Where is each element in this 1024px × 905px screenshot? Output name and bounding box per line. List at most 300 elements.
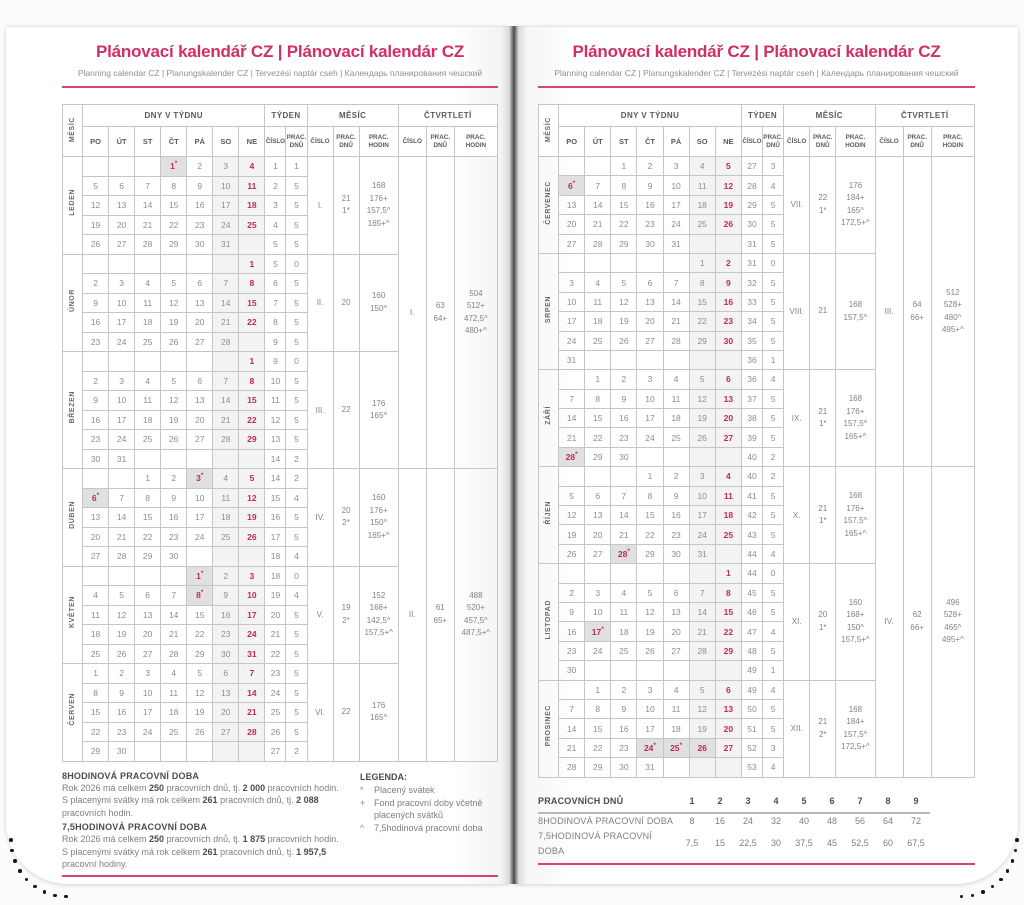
day-cell: 4 (83, 586, 109, 606)
week-workdays-cell: 5 (286, 196, 307, 216)
day-cell: 27 (715, 738, 741, 757)
day-cell: 16 (611, 409, 637, 428)
day-cell: 23 (663, 525, 689, 544)
summary-line: 20 (341, 297, 351, 307)
workdays-value: 56 (854, 815, 865, 826)
week-workdays-cell: 5 (763, 506, 784, 525)
week-number-cell: 33 (741, 292, 762, 311)
dot (33, 885, 37, 889)
day-cell: 23 (715, 312, 741, 331)
day-cell: 7 (585, 176, 611, 195)
calendar-table (62, 104, 498, 762)
day-cell: 24 (637, 428, 663, 447)
summary-line: 184+ (846, 193, 865, 203)
day-cell: 13 (135, 605, 161, 625)
week-number-cell: 53 (741, 758, 762, 777)
week-number-cell: 6 (265, 274, 286, 294)
dot (1015, 838, 1019, 842)
week-workdays-cell: 5 (763, 583, 784, 602)
day-cell: 15 (611, 195, 637, 214)
month-workdays-cell (333, 157, 359, 255)
holiday-star: * (601, 625, 604, 633)
workdays-value: 48 (826, 815, 837, 826)
day-cell: 29 (637, 544, 663, 563)
day-cell: 11 (135, 391, 161, 411)
day-cell: 12 (161, 391, 187, 411)
workdays-value: 64 (882, 815, 893, 826)
day-cell (187, 352, 213, 372)
sub-header (359, 127, 398, 157)
summary-line: 66+ (910, 622, 924, 632)
summary-line: 165+^ (367, 530, 390, 540)
day-cell: 11 (83, 605, 109, 625)
day-cell: 25 (585, 331, 611, 350)
day-cell: 16 (611, 719, 637, 738)
day-cell: 10 (663, 176, 689, 195)
month-workhours-cell (836, 370, 875, 467)
day-cell: 21 (109, 527, 135, 547)
day-cell: 24 (109, 430, 135, 450)
day-cell: 21 (611, 525, 637, 544)
day-cell: 16 (187, 196, 213, 216)
day-cell: 27 (187, 430, 213, 450)
month-name-cell (63, 352, 83, 469)
day-cell: 28 (559, 758, 585, 777)
day-cell (83, 157, 109, 177)
header-sub-row (63, 127, 498, 157)
week-number-cell: 14 (265, 449, 286, 469)
month-workdays-cell (333, 352, 359, 469)
week-workdays-cell: 2 (763, 467, 784, 486)
day-cell: 13 (637, 292, 663, 311)
week-number-cell: 47 (741, 622, 762, 641)
day-cell: 7 (559, 699, 585, 718)
day-cell (187, 254, 213, 274)
day-cell: 20 (187, 410, 213, 430)
month-name-label: DUBEN (69, 500, 77, 529)
worktime-footer (62, 770, 498, 871)
day-cell (585, 467, 611, 486)
day-cell: 10 (585, 602, 611, 621)
day-cell (689, 661, 715, 680)
dot (9, 838, 13, 842)
day-cell (585, 350, 611, 369)
day-cell (213, 547, 239, 567)
day-cell: 2 (83, 371, 109, 391)
summary-line: 528+ (943, 610, 962, 620)
day-cell: 3 (109, 371, 135, 391)
day-cell: 8 (161, 176, 187, 196)
day-cell (135, 566, 161, 586)
header-sub-row (539, 127, 975, 157)
day-cell: 22 (715, 622, 741, 641)
day-cell: 23 (559, 641, 585, 660)
workdays-value: 60 (882, 838, 893, 848)
day-cell: 19 (187, 703, 213, 723)
summary-line: 168 (848, 704, 863, 714)
day-cell: 29 (135, 547, 161, 567)
day-cell: 6 (637, 273, 663, 292)
day-cell: 29 (585, 758, 611, 777)
week-number-cell: 36 (741, 370, 762, 389)
month-name-label: ČERVENEC (545, 180, 553, 225)
week-number-cell: 46 (741, 602, 762, 621)
week-number-cell: 5 (265, 235, 286, 255)
week-workdays-cell: 0 (286, 352, 307, 372)
month-number-cell: I. (307, 157, 333, 255)
day-cell: 5 (715, 157, 741, 176)
day-cell: 1 (135, 469, 161, 489)
workdays-value: 72 (910, 815, 921, 826)
day-cell: 20 (135, 625, 161, 645)
day-cell: 5 (161, 274, 187, 294)
day-cell: 15 (187, 605, 213, 625)
table-body (539, 157, 975, 778)
legend-symbol: ^ (360, 822, 365, 833)
day-cell: 28* (611, 544, 637, 563)
month-group-header: MĚSÍC (307, 105, 398, 127)
day-cell: 11 (135, 293, 161, 313)
day-cell: 18 (611, 622, 637, 641)
day-cell (715, 544, 741, 563)
day-cell: 27 (715, 428, 741, 447)
day-cell: 25 (135, 332, 161, 352)
day-cell: 10 (109, 293, 135, 313)
week-workdays-cell: 5 (763, 719, 784, 738)
worktime-section-title: 7,5HODINOVÁ PRACOVNÍ DOBA (62, 822, 208, 832)
day-cell: 6* (83, 488, 109, 508)
day-cell: 5 (161, 371, 187, 391)
week-number-cell: 35 (741, 331, 762, 350)
day-cell: 31 (689, 544, 715, 563)
week-number-cell: 28 (741, 176, 762, 195)
week-number-cell: 8 (265, 313, 286, 333)
day-cell: 23 (611, 738, 637, 757)
table-head (539, 105, 975, 157)
day-cell: 1 (689, 253, 715, 272)
sub-header-line: DNŮ (910, 141, 924, 149)
day-cell: 18 (663, 409, 689, 428)
calendar-table (538, 104, 975, 778)
day-cell: 3* (187, 469, 213, 489)
workdays-header-row (538, 794, 930, 814)
day-cell: 31 (663, 234, 689, 253)
day-cell: 22 (161, 215, 187, 235)
day-cell: 14 (585, 195, 611, 214)
week-number-cell: 36 (741, 350, 762, 369)
summary-line: 1* (818, 419, 827, 429)
day-cell (585, 661, 611, 680)
day-cell: 7 (559, 389, 585, 408)
month-workdays-cell (333, 254, 359, 352)
day-cell: 4 (135, 371, 161, 391)
day-cell (689, 447, 715, 466)
week-workdays-cell: 3 (763, 157, 784, 176)
day-cell (585, 253, 611, 272)
summary-line: 157,5+^ (364, 628, 393, 638)
day-cell (109, 469, 135, 489)
week-number-cell: 38 (741, 409, 762, 428)
day-cell: 6 (663, 583, 689, 602)
month-number-cell: VI. (307, 664, 333, 762)
day-cell: 22 (585, 428, 611, 447)
workdays-value: 7,5 (685, 838, 699, 848)
day-cell (213, 352, 239, 372)
week-number-cell: 22 (265, 644, 286, 664)
day-cell: 31 (109, 449, 135, 469)
day-cell: 1 (585, 370, 611, 389)
day-cell: 7 (161, 586, 187, 606)
sub-header (398, 127, 426, 157)
week-number-cell: 49 (741, 661, 762, 680)
day-cell: 28 (109, 547, 135, 567)
day-cell: 21 (559, 428, 585, 447)
sub-header (875, 127, 903, 157)
day-cell: 13 (187, 293, 213, 313)
day-cell (637, 564, 663, 583)
day-abbrev-header: PÁ (187, 127, 213, 157)
day-cell (109, 352, 135, 372)
month-number-cell: IX. (784, 370, 810, 467)
day-cell: 28 (213, 332, 239, 352)
day-cell: 26 (637, 641, 663, 660)
day-cell: 9 (83, 293, 109, 313)
worktime-line: S placenými svátky má rok celkem 261 pracovních dnů, tj. 2 088 pracovních hodin. (62, 795, 319, 818)
quarter-workdays-cell (903, 467, 931, 777)
header-group-row (539, 105, 975, 127)
week-workdays-cell: 5 (286, 722, 307, 742)
summary-line: 157,5^ (366, 206, 391, 216)
legend-text: Placený svátek (374, 784, 435, 795)
day-cell (611, 564, 637, 583)
week-workdays-cell: 5 (763, 389, 784, 408)
day-cell: 18 (135, 313, 161, 333)
day-cell (213, 254, 239, 274)
day-cell: 21 (559, 738, 585, 757)
dot (18, 869, 22, 873)
week-workdays-cell: 5 (763, 641, 784, 660)
sub-header (454, 127, 497, 157)
sub-header-line: PRAC. (430, 134, 451, 141)
week-workdays-cell: 2 (286, 742, 307, 762)
day-cell: 15 (585, 409, 611, 428)
day-cell (135, 449, 161, 469)
day-cell: 26 (689, 738, 715, 757)
day-cell (239, 449, 265, 469)
day-cell: 27 (135, 644, 161, 664)
month-name-cell (539, 157, 559, 254)
mesic-rotated-label: MĚSÍC (69, 116, 77, 143)
week-number-cell: 1 (265, 157, 286, 177)
day-cell: 23 (187, 215, 213, 235)
day-abbrev-header: NE (239, 127, 265, 157)
day-cell: 30 (559, 661, 585, 680)
summary-line: 528+ (943, 300, 962, 310)
legend-symbol: + (360, 797, 366, 808)
day-cell: 5 (637, 583, 663, 602)
week-workdays-cell: 5 (286, 644, 307, 664)
day-cell: 23 (109, 722, 135, 742)
day-cell: 26 (689, 428, 715, 447)
month-number-cell: II. (307, 254, 333, 352)
summary-line: 1* (818, 622, 827, 632)
month-workdays-cell (810, 564, 836, 680)
day-cell: 14 (213, 391, 239, 411)
week-number-cell: 12 (265, 410, 286, 430)
day-cell: 19 (611, 312, 637, 331)
day-cell: 4 (689, 157, 715, 176)
day-cell: 15 (239, 391, 265, 411)
week-number-cell: 43 (741, 525, 762, 544)
summary-line: 172,5+^ (841, 742, 870, 752)
day-cell: 8 (83, 683, 109, 703)
day-cell: 30 (715, 331, 741, 350)
legend-item (360, 784, 498, 796)
day-cell (611, 661, 637, 680)
day-cell: 6 (187, 371, 213, 391)
week-row (539, 467, 975, 486)
summary-line: 150^ (370, 303, 388, 313)
day-cell: 24 (109, 332, 135, 352)
day-cell: 17* (585, 622, 611, 641)
quarter-workhours-cell (931, 157, 974, 467)
day-cell: 21 (213, 410, 239, 430)
day-cell: 21 (689, 622, 715, 641)
day-cell: 4 (611, 583, 637, 602)
week-row (63, 157, 498, 177)
workdays-col-header: 7 (857, 795, 863, 806)
day-cell: 5 (187, 664, 213, 684)
week-workdays-cell: 5 (763, 699, 784, 718)
day-cell: 20 (213, 703, 239, 723)
sub-header-line: HODIN (942, 141, 963, 149)
day-cell: 23 (611, 428, 637, 447)
week-number-cell: 4 (265, 215, 286, 235)
day-cell: 27 (83, 547, 109, 567)
week-workdays-cell: 2 (763, 447, 784, 466)
summary-line: 65+ (433, 615, 448, 625)
day-cell (559, 467, 585, 486)
day-cell: 9 (637, 176, 663, 195)
month-name-label: ŘÍJEN (545, 500, 553, 525)
sub-header (810, 127, 836, 157)
day-cell: 22 (637, 525, 663, 544)
day-cell: 3 (559, 273, 585, 292)
workdays-value: 22,5 (739, 838, 757, 848)
day-cell: 18 (83, 625, 109, 645)
legend-text: Fond pracovní doby včetně placených svátků (374, 797, 483, 820)
day-cell: 22 (239, 313, 265, 333)
summary-line: 176+ (846, 406, 865, 416)
day-cell: 17 (109, 313, 135, 333)
day-cell: 1 (83, 664, 109, 684)
sub-header-line: PRAC. (845, 134, 866, 141)
day-cell: 16 (637, 195, 663, 214)
day-cell (161, 566, 187, 586)
week-workdays-cell: 2 (286, 449, 307, 469)
workdays-col-header: 9 (913, 795, 919, 806)
month-workdays-cell (333, 566, 359, 664)
day-cell: 26 (559, 544, 585, 563)
week-workdays-cell: 4 (763, 622, 784, 641)
day-cell: 29 (715, 641, 741, 660)
month-workhours-cell (836, 467, 875, 564)
day-cell: 12 (559, 506, 585, 525)
week-workdays-cell: 5 (286, 313, 307, 333)
month-number-cell: V. (307, 566, 333, 664)
day-cell: 11 (585, 292, 611, 311)
holiday-star: * (679, 741, 683, 749)
footer-divider-rule (62, 875, 498, 877)
left-page-content (62, 40, 498, 877)
day-cell: 30 (663, 544, 689, 563)
sub-header-line: PRAC. (812, 134, 833, 141)
day-cell (161, 449, 187, 469)
week-workdays-cell: 5 (286, 235, 307, 255)
day-cell: 28 (663, 331, 689, 350)
day-cell: 13 (213, 683, 239, 703)
summary-line: 1* (342, 206, 350, 216)
summary-line: 487,5+^ (461, 628, 491, 638)
day-cell: 2 (187, 157, 213, 177)
day-cell: 31 (213, 235, 239, 255)
sub-header-line: PRAC. (286, 134, 307, 141)
day-cell: 8 (585, 699, 611, 718)
day-cell: 13 (585, 506, 611, 525)
day-cell: 16 (161, 508, 187, 528)
day-cell: 28 (585, 234, 611, 253)
day-cell: 19 (689, 719, 715, 738)
day-cell: 7 (689, 583, 715, 602)
day-cell: 5 (239, 469, 265, 489)
week-workdays-cell: 1 (763, 350, 784, 369)
day-cell: 20 (715, 409, 741, 428)
quarter-workdays-cell (903, 157, 931, 467)
quarter-number-cell: I. (398, 157, 426, 469)
day-cell: 9 (213, 586, 239, 606)
summary-line: 176 (371, 700, 386, 710)
day-cell: 20 (83, 527, 109, 547)
week-number-cell: 37 (741, 389, 762, 408)
day-cell: 17 (109, 410, 135, 430)
table-head (63, 105, 498, 157)
day-cell: 26 (715, 215, 741, 234)
week-number-cell: 13 (265, 430, 286, 450)
day-cell: 2 (161, 469, 187, 489)
day-cell: 15 (689, 292, 715, 311)
day-cell: 19 (559, 525, 585, 544)
holiday-star: * (174, 160, 178, 168)
week-number-cell: 18 (265, 566, 286, 586)
day-cell: 18 (715, 506, 741, 525)
summary-line: 168 (848, 300, 863, 310)
day-cell: 22 (187, 625, 213, 645)
sub-header-line: PRAC. (368, 134, 389, 141)
day-cell: 3 (135, 664, 161, 684)
day-cell: 17 (239, 605, 265, 625)
day-cell: 7 (663, 273, 689, 292)
header-group-row (63, 105, 498, 127)
day-cell: 6 (187, 274, 213, 294)
summary-line: 1* (818, 205, 827, 215)
week-workdays-cell: 4 (763, 176, 784, 195)
workdays-row (538, 814, 930, 829)
day-cell: 3 (213, 157, 239, 177)
month-name-cell (63, 566, 83, 664)
week-workdays-cell: 5 (286, 176, 307, 196)
week-workdays-cell: 4 (763, 680, 784, 699)
day-cell: 1* (161, 157, 187, 177)
